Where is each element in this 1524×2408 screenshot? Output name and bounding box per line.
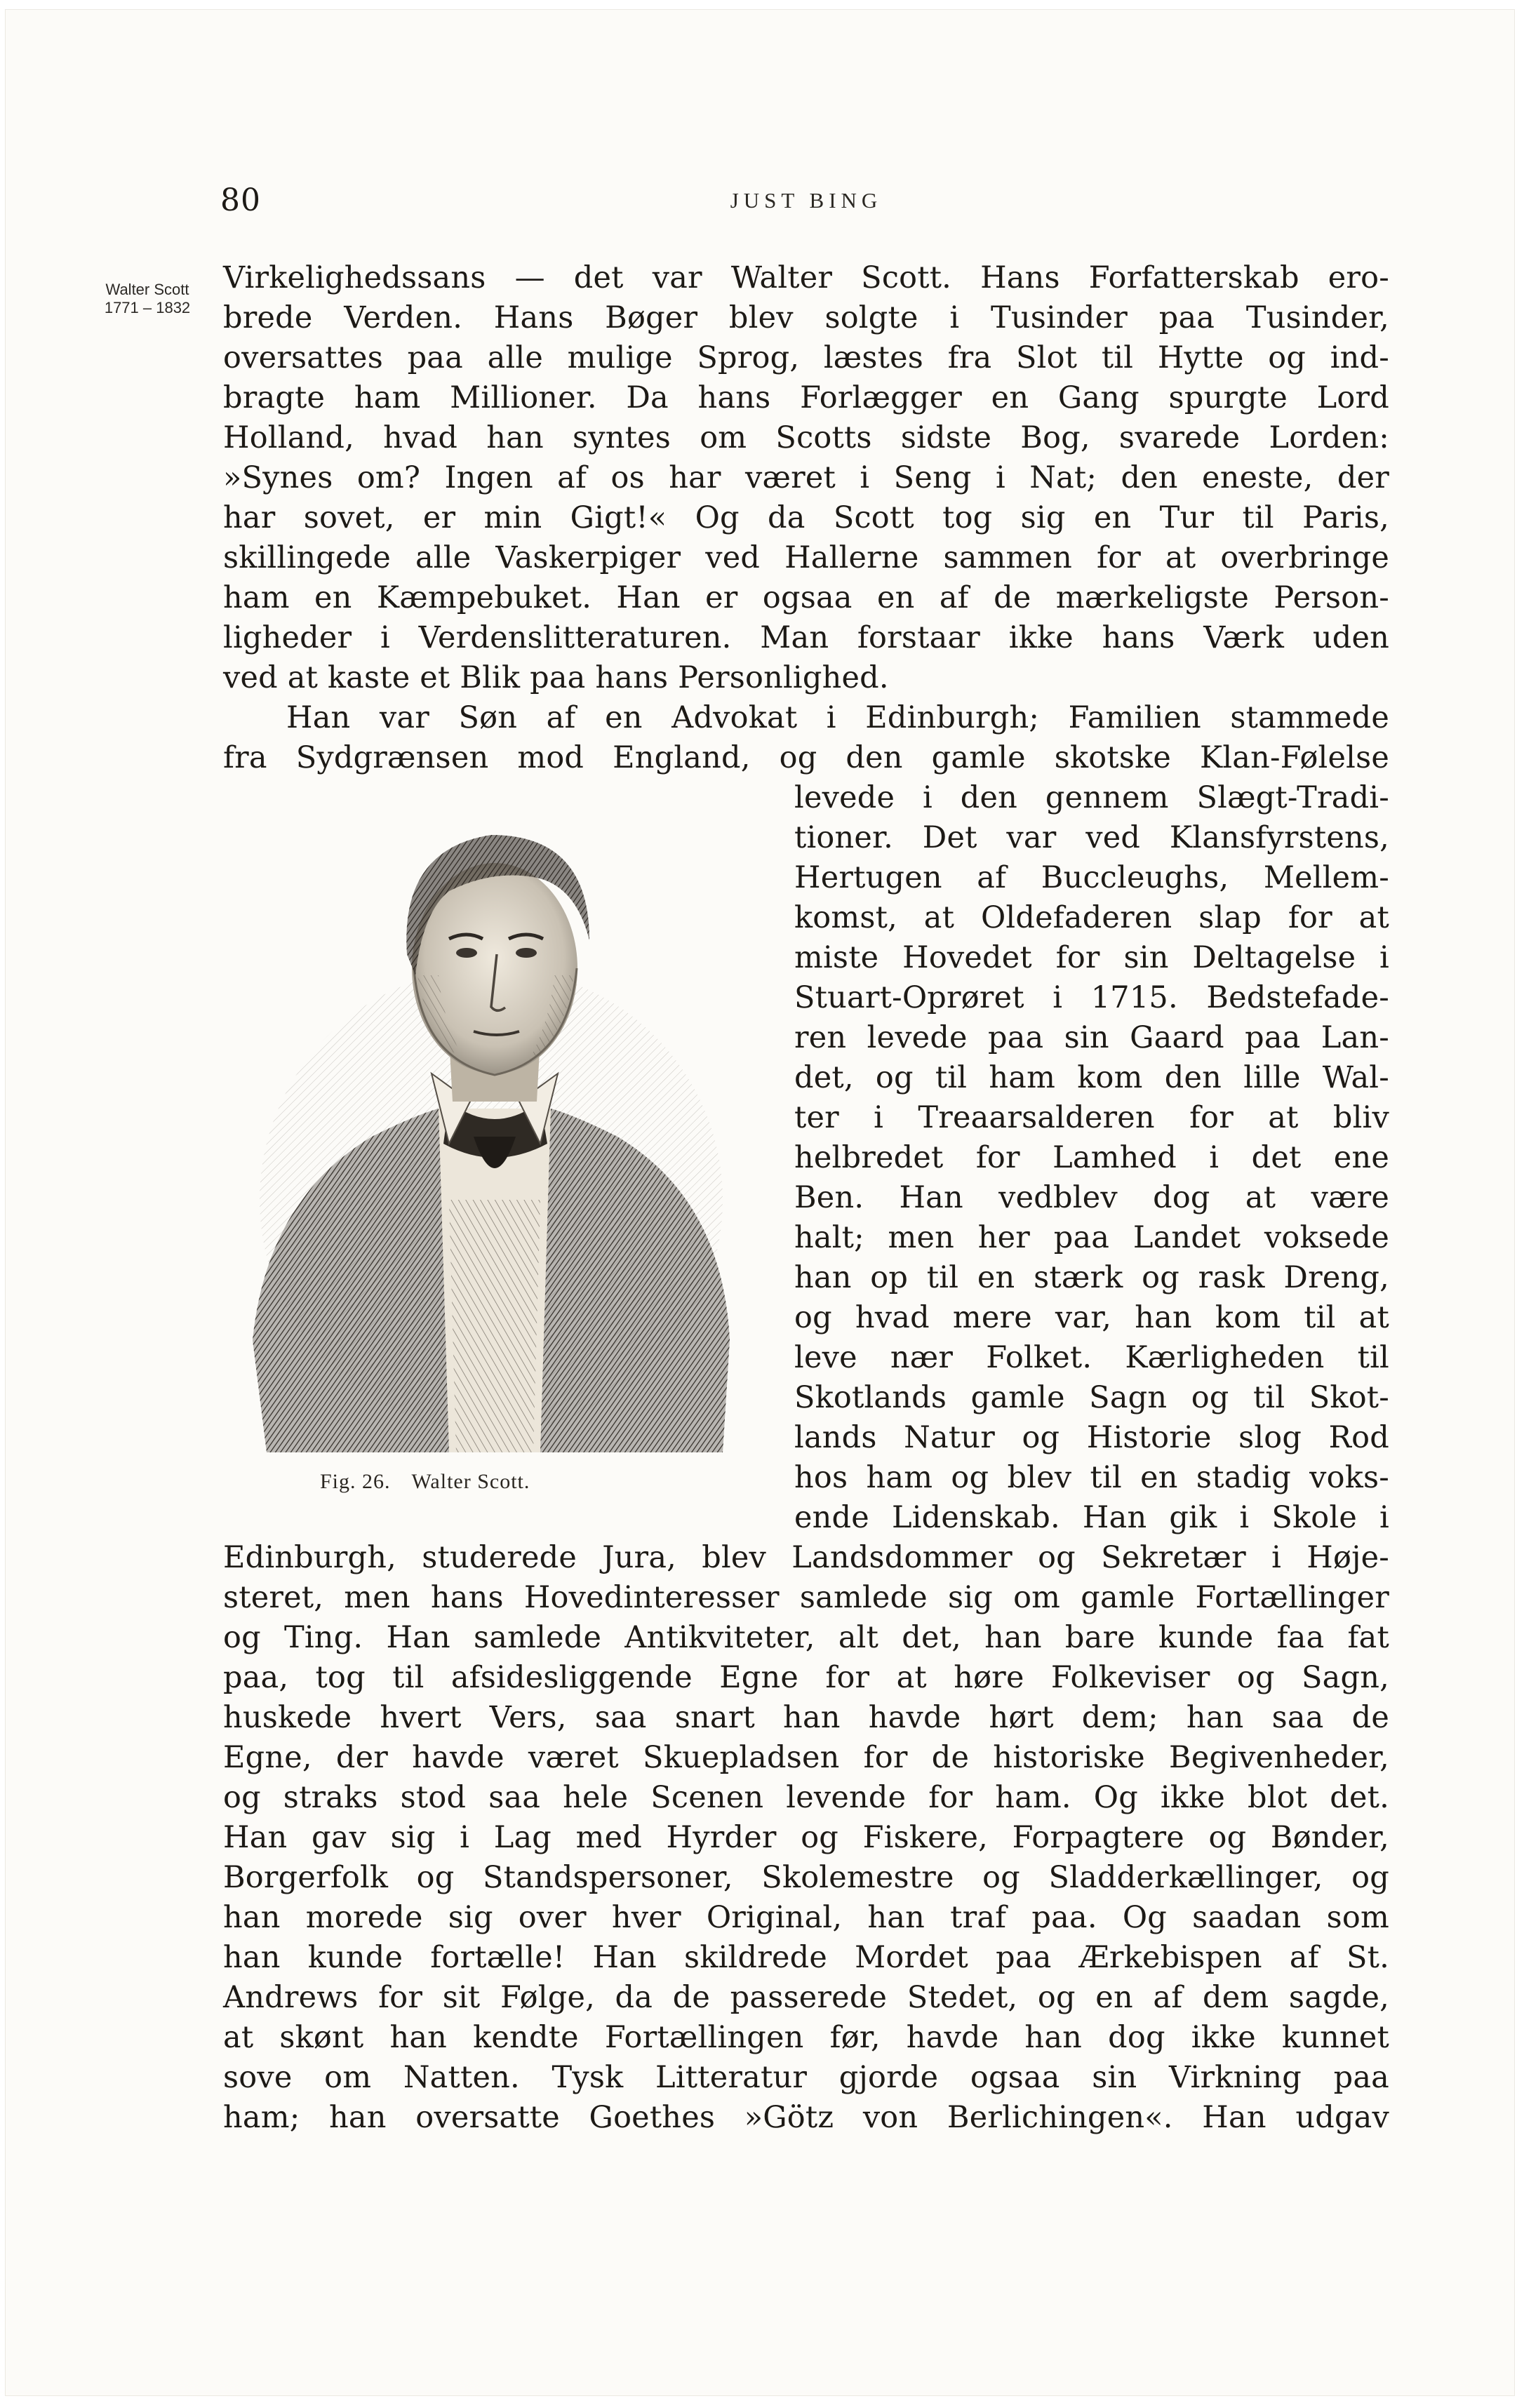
- body-line: har sovet, er min Gigt!« Og da Scott tog sig en Tur til Paris,: [223, 500, 1389, 535]
- body-line: Borgerfolk og Standspersoner, Skolemestre og Sladderkællinger, og: [223, 1860, 1389, 1895]
- body-line: Ben. Han vedblev dog at være: [794, 1180, 1389, 1215]
- body-line: Han gav sig i Lag med Hyrder og Fiskere, Forpagtere og Bønder,: [223, 1820, 1389, 1855]
- body-line: Skotlands gamle Sagn og til Skot-: [794, 1380, 1389, 1415]
- margin-note: [77, 281, 218, 317]
- body-line: han morede sig over hver Original, han traf paa. Og saadan som: [223, 1900, 1389, 1935]
- body-line: Stuart-Oprøret i 1715. Bedstefade-: [794, 980, 1389, 1015]
- figure-label: Fig. 26.: [320, 1470, 391, 1493]
- body-line: sove om Natten. Tysk Litteratur gjorde ogsaa sin Virkning paa: [223, 2060, 1389, 2095]
- body-line: lands Natur og Historie slog Rod: [794, 1420, 1389, 1455]
- body-line: ter i Treaarsalderen for at bliv: [794, 1100, 1389, 1135]
- body-line: Holland, hvad han syntes om Scotts sidste Bog, svarede Lorden:: [223, 420, 1389, 455]
- body-line: Virkelighedssans — det var Walter Scott. Hans Forfatterskab ero-: [223, 260, 1389, 295]
- body-line: ved at kaste et Blik paa hans Personlighed.: [223, 660, 889, 695]
- body-line: Andrews for sit Følge, da de passerede Stedet, og en af dem sagde,: [223, 1980, 1389, 2015]
- body-line: »Synes om? Ingen af os har været i Seng i Nat; den eneste, der: [223, 460, 1389, 495]
- body-line: at skønt han kendte Fortællingen før, havde han dog ikke kunnet: [223, 2020, 1389, 2055]
- body-line: ham en Kæmpebuket. Han er ogsaa en af de mærkeligste Person-: [223, 580, 1389, 615]
- portrait-engraving: [239, 807, 758, 1452]
- body-line: ende Lidenskab. Han gik i Skole i: [794, 1500, 1389, 1535]
- figure-title: Walter Scott.: [411, 1470, 530, 1493]
- portrait-figure: [239, 807, 758, 1452]
- body-line: brede Verden. Hans Bøger blev solgte i Tusinder paa Tusinder,: [223, 300, 1389, 335]
- body-line: fra Sydgrænsen mod England, og den gamle skotske Klan-Følelse: [223, 740, 1389, 775]
- body-line: paa, tog til afsidesliggende Egne for at høre Folkeviser og Sagn,: [223, 1660, 1389, 1695]
- body-line: bragte ham Millioner. Da hans Forlægger en Gang spurgte Lord: [223, 380, 1389, 415]
- body-line: ham; han oversatte Goethes »Götz von Berlichingen«. Han udgav: [223, 2100, 1389, 2135]
- body-line: helbredet for Lamhed i det ene: [794, 1140, 1389, 1175]
- body-line: han op til en stærk og rask Dreng,: [794, 1260, 1389, 1295]
- body-line: halt; men her paa Landet voksede: [794, 1220, 1389, 1255]
- body-line: oversattes paa alle mulige Sprog, læstes fra Slot til Hytte og ind-: [223, 340, 1389, 375]
- page-header: [220, 178, 1392, 223]
- body-line: tioner. Det var ved Klansfyrstens,: [794, 820, 1389, 855]
- running-head: JUST BING: [730, 188, 883, 213]
- body-line: og straks stod saa hele Scenen levende for ham. Og ikke blot det.: [223, 1780, 1389, 1815]
- body-line: miste Hovedet for sin Deltagelse i: [794, 940, 1389, 975]
- body-line: ren levede paa sin Gaard paa Lan-: [794, 1020, 1389, 1055]
- body-line: hos ham og blev til en stadig voks-: [794, 1460, 1389, 1495]
- body-line: huskede hvert Vers, saa snart han havde hørt dem; han saa de: [223, 1700, 1389, 1735]
- body-line: og hvad mere var, han kom til at: [794, 1300, 1389, 1335]
- body-line: levede i den gennem Slægt-Tradi-: [794, 780, 1389, 815]
- body-line: [223, 2138, 1389, 2178]
- body-line: Edinburgh, studerede Jura, blev Landsdommer og Sekretær i Høje-: [223, 1540, 1389, 1575]
- body-line: skillingede alle Vaskerpiger ved Hallerne sammen for at overbringe: [223, 540, 1389, 575]
- margin-note-years: 1771 – 1832: [104, 299, 191, 316]
- body-line: steret, men hans Hovedinteresser samlede sig om gamle Fortællinger: [223, 1580, 1389, 1615]
- page-number: 80: [220, 182, 261, 218]
- body-line: det, og til ham kom den lille Wal-: [794, 1060, 1389, 1095]
- body-line: Hertugen af Buccleughs, Mellem-: [794, 860, 1389, 895]
- margin-note-name: Walter Scott: [105, 281, 189, 298]
- body-line: komst, at Oldefaderen slap for at: [794, 900, 1389, 935]
- figure-caption: [320, 1466, 671, 1497]
- body-line: ligheder i Verdenslitteraturen. Man forstaar ikke hans Værk uden: [223, 620, 1389, 655]
- body-line: og Ting. Han samlede Antikviteter, alt det, han bare kunde faa fat: [223, 1620, 1389, 1655]
- body-line: Egne, der havde været Skuepladsen for de historiske Begivenheder,: [223, 1740, 1389, 1775]
- body-line: leve nær Folket. Kærligheden til: [794, 1340, 1389, 1375]
- body-line: han kunde fortælle! Han skildrede Mordet paa Ærkebispen af St.: [223, 1940, 1389, 1975]
- body-line: Han var Søn af en Advokat i Edinburgh; Familien stammede: [286, 700, 1389, 735]
